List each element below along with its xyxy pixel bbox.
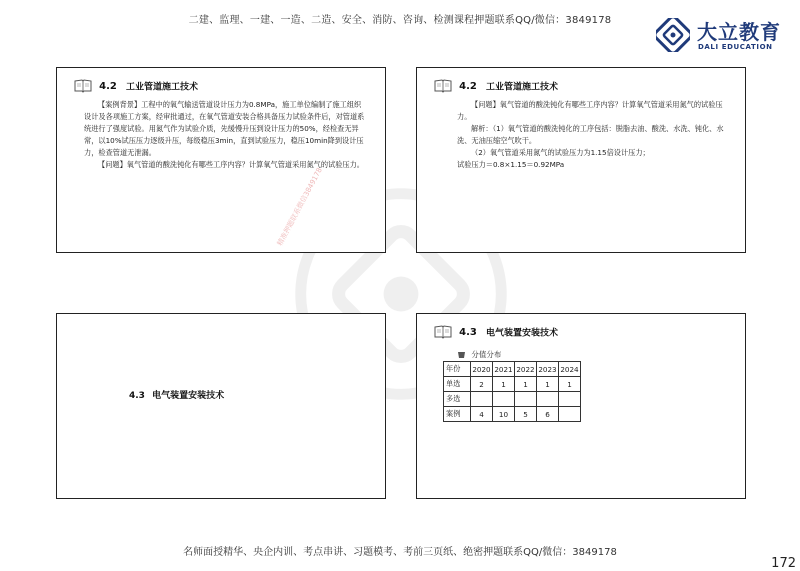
logo-name-en: DALI EDUCATION (698, 43, 773, 51)
table-cell (537, 392, 559, 407)
section-title: 电气装置安装技术 (486, 328, 559, 339)
table-cell: 多选 (444, 392, 471, 407)
formula-line: 试验压力＝0.8×1.15＝0.92MPa (457, 160, 565, 169)
brand-logo (656, 16, 781, 56)
score-distribution-text: 分值分布 (471, 350, 502, 359)
footer-text: 名师面授精华、央企内训、考点串讲、习题模考、考前三页纸、绝密押题联系QQ/微信：3849178 (183, 547, 617, 558)
section-number: 4.3 (459, 326, 477, 338)
table-cell: 6 (537, 407, 559, 422)
table-cell: 5 (515, 407, 537, 422)
analysis-paragraph-2: （2）氧气管道采用氮气的试验压力为1.15倍设计压力； (471, 148, 650, 157)
table-cell (559, 407, 581, 422)
page-number: 172 (771, 556, 796, 571)
analysis-paragraph: 解析：（1）氧气管道的酸洗钝化的工序包括：脱脂去油、酸洗、水洗、钝化、水洗、无油压缩空气吹干。 (457, 124, 724, 145)
question-paragraph: 【问题】氧气管道的酸洗钝化有哪些工序内容？计算氧气管道采用氮气的试验压力。 (457, 100, 723, 121)
section-number: 4.3 (129, 391, 145, 401)
slide-body (457, 99, 729, 171)
section-title: 工业管道施工技术 (126, 82, 199, 93)
table-cell (471, 392, 493, 407)
book-icon (74, 79, 92, 93)
book-icon (434, 79, 452, 93)
slide-title (434, 79, 558, 99)
table-row (444, 392, 581, 407)
table-cell (559, 392, 581, 407)
slide-body (84, 99, 366, 171)
table-cell: 2022 (515, 362, 537, 377)
table-cell (515, 392, 537, 407)
table-cell: 1 (493, 377, 515, 392)
logo-name-cn: 大立教育 (697, 20, 781, 44)
score-distribution-label (457, 349, 501, 360)
section-title: 工业管道施工技术 (486, 82, 559, 93)
table-cell: 案例 (444, 407, 471, 422)
table-cell: 4 (471, 407, 493, 422)
table-header-row (444, 362, 581, 377)
slide-score-distribution (416, 313, 746, 499)
table-cell: 1 (537, 377, 559, 392)
table-cell: 1 (515, 377, 537, 392)
table-cell (493, 392, 515, 407)
table-cell: 2020 (471, 362, 493, 377)
logo-mark-icon (656, 18, 690, 52)
slide-title (74, 79, 198, 99)
table-cell: 1 (559, 377, 581, 392)
section-title: 电气装置安装技术 (152, 391, 225, 401)
header-text: 二建、监理、一建、一造、二造、安全、消防、咨询、检测课程押题联系QQ/微信：3849178 (188, 15, 612, 26)
book-icon (434, 325, 452, 339)
slide-title (434, 325, 558, 345)
section-number: 4.2 (99, 80, 117, 92)
table-cell: 2023 (537, 362, 559, 377)
section-number: 4.2 (459, 80, 477, 92)
table-cell: 10 (493, 407, 515, 422)
slide-answer (416, 67, 746, 253)
table-row (444, 377, 581, 392)
table-cell: 2021 (493, 362, 515, 377)
watermark-text: 精准押题联系微信3849178 (275, 166, 324, 248)
section-cover-title (129, 388, 224, 401)
tray-icon (457, 351, 466, 359)
table-row (444, 407, 581, 422)
slide-section-cover (56, 313, 386, 499)
table-cell: 2024 (559, 362, 581, 377)
question-paragraph: 【问题】氧气管道的酸洗钝化有哪些工序内容？计算氧气管道采用氮气的试验压力。 (98, 160, 364, 169)
table-cell: 单选 (444, 377, 471, 392)
score-table (443, 361, 581, 422)
table-cell: 2 (471, 377, 493, 392)
case-background-paragraph: 【案例背景】工程中的氧气输送管道设计压力为0.8MPa，施工单位编制了施工组织设计及各项施工方案，经审批通过，在氧气管道安装合格具备压力试验条件后，对管道系统进行了强度试验。用氮气作为试验介质，先缓慢升压到设计压力的50%，经检查无异常，以10%试压压力逐级升压，每级稳压3min，直到试验压力，稳压10min降到设计压力，检查管道无泄漏。 (84, 100, 365, 157)
slide-case-background (56, 67, 386, 253)
table-cell: 年份 (444, 362, 471, 377)
